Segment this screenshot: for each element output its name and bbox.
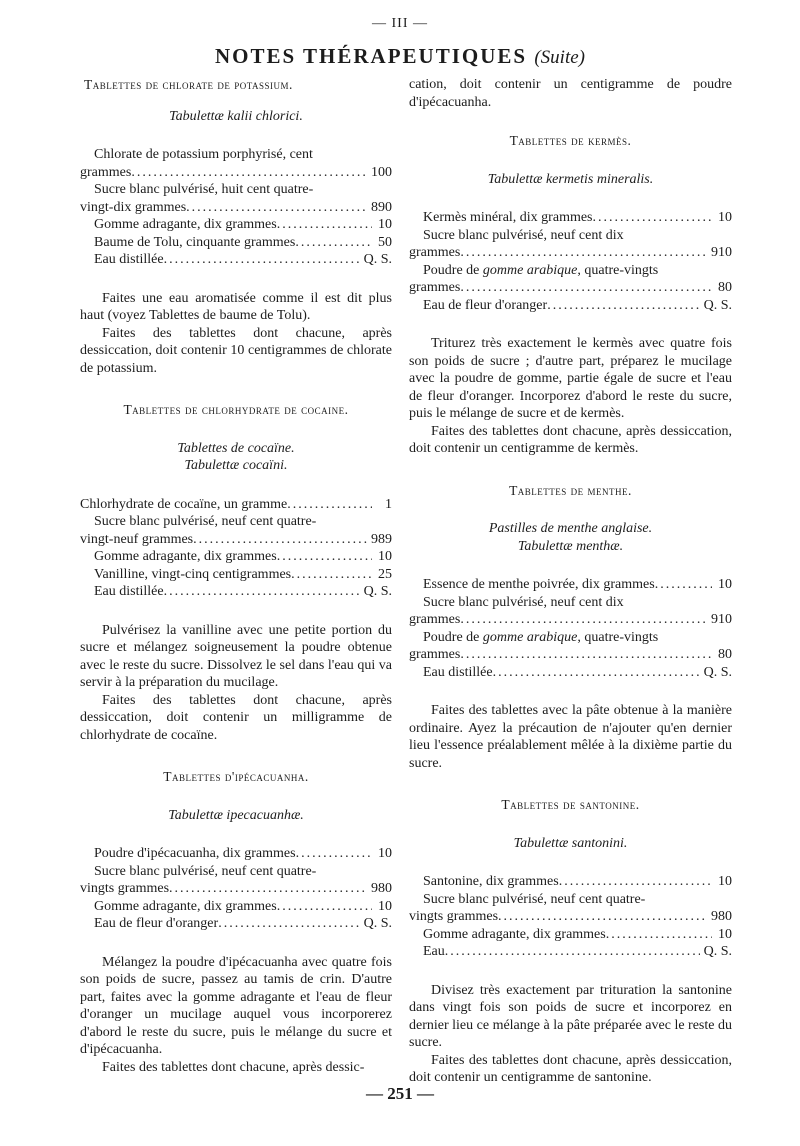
paragraph: Mélangez la poudre d'ipécacuanha avec quatre fois son poids de sucre, passez au tamis de crin. D'autre part, faites avec la gomme adragante et l'eau de fleur d'oranger un mucilage auquel vous incorporerez d'abord le reste du sucre, puis le mélange du sucre et d'ipécacuanha. [80, 954, 392, 1057]
recipe-quantity: 80 [718, 647, 732, 662]
recipe-quantity: 10 [718, 577, 732, 592]
recipe-line: grammes ..... 80 [409, 646, 732, 664]
recipe-line: Sucre blanc pulvérisé, neuf cent dix [423, 594, 624, 610]
recipe-line: Sucre blanc pulvérisé, neuf cent dix [423, 227, 624, 243]
recipe-quantity: 10 [378, 549, 392, 564]
paragraph: Faites des tablettes dont chacune, après dessic- [102, 1059, 365, 1075]
recipe-quantity: 910 [711, 245, 732, 260]
recipe-quantity: 80 [718, 280, 732, 295]
recipe-santonine [409, 873, 732, 961]
recipe-line: Poudre de gomme arabique, quatre-vingts [423, 629, 659, 645]
recipe-line: Baume de Tolu, cinquante grammes ..... 50 [80, 234, 392, 252]
recipe-line: Gomme adragante, dix grammes ..... 10 [80, 548, 392, 566]
recipe-quantity: 980 [371, 881, 392, 896]
recipe-quantity: Q. S. [363, 916, 392, 931]
section-title-cocaine: Tablettes de chlorhydrate de cocaine. [123, 402, 349, 417]
page-number: — 251 — [366, 1084, 434, 1103]
recipe-line: Poudre de gomme arabique, quatre-vingts [423, 262, 659, 278]
recipe-quantity: 10 [718, 210, 732, 225]
paragraph: Faites des tablettes dont chacune, après dessiccation, doit contenir un centigramme de santonine. [409, 1052, 732, 1085]
recipe-line: Eau ..... Q. S. [409, 943, 732, 961]
paragraph: Faites des tablettes avec la pâte obtenue à la manière ordinaire. Ayez la précaution de n'ajouter qu'en dernier lieu l'essence préalablement mêlée à la dixième partie du sucre. [409, 703, 732, 771]
latin-name-cocaine-fr: Tablettes de cocaïne. [177, 440, 295, 456]
section-title-ipeca: Tablettes d'ipécacuanha. [163, 769, 309, 784]
recipe-line: Vanilline, vingt-cinq centigrammes ..... 25 [80, 566, 392, 584]
paragraph: Faites une eau aromatisée comme il est dit plus haut (voyez Tablettes de baume de Tolu). [80, 290, 392, 323]
recipe-line: Chlorate de potassium porphyrisé, cent [94, 147, 313, 162]
recipe-line: Gomme adragante, dix grammes ..... 10 [80, 216, 392, 234]
recipe-line: vingt-neuf grammes ..... 989 [80, 531, 392, 549]
recipe-quantity: 890 [371, 199, 392, 215]
recipe-ipeca [80, 845, 392, 933]
recipe-quantity: Q. S. [703, 297, 732, 313]
latin-name-ipeca: Tabulettæ ipecacuanhæ. [168, 807, 304, 823]
recipe-menthe [409, 576, 732, 681]
recipe-quantity: 980 [711, 909, 732, 924]
recipe-line: Eau de fleur d'oranger ..... Q. S. [409, 297, 732, 315]
recipe-line: vingts grammes ..... 980 [409, 908, 732, 926]
recipe-line: grammes ..... 910 [409, 244, 732, 262]
latin-name-santonine: Tabulettæ santonini. [513, 835, 628, 851]
page-title-suite: (Suite) [534, 47, 585, 68]
paragraph: Pulvérisez la vanilline avec une petite portion du sucre et mélangez soigneusement la poudre obtenue avec le reste du sucre. Dissolvez le sel dans l'eau qui va servir à la préparation du mucilage. [80, 622, 392, 690]
recipe-quantity: 50 [378, 234, 392, 250]
section-title-chlorate: Tablettes de chlorate de potassium. [84, 77, 293, 92]
paragraph: Faites des tablettes dont chacune, après dessiccation, doit contenir 10 centigrammes de chlorate de potassium. [80, 325, 392, 376]
paragraph: Divisez très exactement par trituration la santonine dans vingt fois son poids de sucre et incorporez en dernier lieu ce mélange à la pâte préparée avec le reste du sucre. [409, 982, 732, 1050]
latin-name-chlorate: Tabulettæ kalii chlorici. [169, 108, 303, 124]
recipe-cocaine [80, 496, 392, 601]
section-title-kermes: Tablettes de kermès. [509, 133, 632, 148]
recipe-line: Eau distillée ..... Q. S. [80, 583, 392, 601]
recipe-quantity: 25 [378, 566, 392, 582]
recipe-quantity: 100 [371, 164, 392, 180]
recipe-line: Eau distillée ..... Q. S. [80, 251, 392, 269]
left-column [80, 76, 392, 1076]
recipe-line: Santonine, dix grammes ..... 10 [409, 873, 732, 891]
latin-name-menthe: Tabulettæ menthæ. [517, 538, 624, 554]
recipe-quantity: Q. S. [363, 584, 392, 599]
page-title-main: NOTES THÉRAPEUTIQUES [214, 44, 528, 68]
recipe-line: grammes ..... 80 [409, 279, 732, 297]
recipe-quantity: 10 [378, 846, 392, 861]
recipe-line: vingts grammes ..... 980 [80, 880, 392, 898]
recipe-line: Poudre d'ipécacuanha, dix grammes ..... 10 [80, 845, 392, 863]
recipe-quantity: 989 [371, 531, 392, 547]
paragraph: Triturez très exactement le kermès avec quatre fois son poids de sucre ; d'autre part, préparez le mucilage avec la poudre de gomme, partie égale de sucre et l'eau de fleur d'oranger. Incorporez d'abord le reste du sucre, puis le mélange de sucre et de kermès. [409, 336, 732, 421]
recipe-quantity: 10 [378, 898, 392, 914]
recipe-line: Gomme adragante, dix grammes ..... 10 [80, 898, 392, 916]
section-title-menthe: Tablettes de menthe. [509, 482, 632, 498]
recipe-quantity: Q. S. [703, 664, 732, 680]
recipe-line: Essence de menthe poivrée, dix grammes ..... 10 [409, 576, 732, 594]
recipe-line: Sucre blanc pulvérisé, neuf cent quatre- [423, 891, 646, 907]
roman-page-number: — III — [372, 16, 428, 31]
section-title-santonine: Tablettes de santonine. [501, 797, 640, 812]
recipe-line: Sucre blanc pulvérisé, huit cent quatre- [94, 182, 314, 197]
recipe-line: Eau distillée ..... Q. S. [409, 664, 732, 682]
recipe-line: Sucre blanc pulvérisé, neuf cent quatre- [94, 514, 317, 529]
recipe-quantity: Q. S. [703, 944, 732, 959]
recipe-line: Chlorhydrate de cocaïne, un gramme ..... 1 [80, 496, 392, 514]
paragraph: Faites des tablettes dont chacune, après dessiccation, doit contenir un milligramme de chlorhydrate de cocaïne. [80, 692, 392, 743]
paragraph: Faites des tablettes dont chacune, après dessiccation, doit contenir un centigramme de kermès. [409, 423, 732, 456]
recipe-quantity: Q. S. [363, 252, 392, 267]
latin-name-kermes: Tabulettæ kermetis mineralis. [487, 171, 654, 187]
recipe-quantity: 10 [378, 217, 392, 232]
latin-name-cocaine: Tabulettæ cocaïni. [184, 458, 288, 473]
recipe-quantity: 10 [718, 926, 732, 942]
recipe-quantity: 10 [718, 874, 732, 889]
right-column [409, 76, 732, 1087]
recipe-line: grammes ..... 910 [409, 611, 732, 629]
recipe-line: vingt-dix grammes ..... 890 [80, 199, 392, 217]
recipe-line: Eau de fleur d'oranger ..... Q. S. [80, 915, 392, 933]
latin-name-menthe-fr: Pastilles de menthe anglaise. [488, 521, 653, 536]
recipe-line: Kermès minéral, dix grammes ..... 10 [409, 209, 732, 227]
recipe-chlorate [80, 146, 392, 269]
recipe-line: grammes ..... 100 [80, 164, 392, 182]
recipe-quantity: 1 [385, 496, 392, 512]
recipe-kermes [409, 209, 732, 314]
paragraph-continued: cation, doit contenir un centigramme de poudre d'ipécacuanha. [409, 77, 732, 110]
recipe-quantity: 910 [711, 612, 732, 627]
recipe-line: Gomme adragante, dix grammes ..... 10 [409, 926, 732, 944]
recipe-line: Sucre blanc pulvérisé, neuf cent quatre- [94, 863, 317, 879]
page-title [0, 44, 800, 69]
